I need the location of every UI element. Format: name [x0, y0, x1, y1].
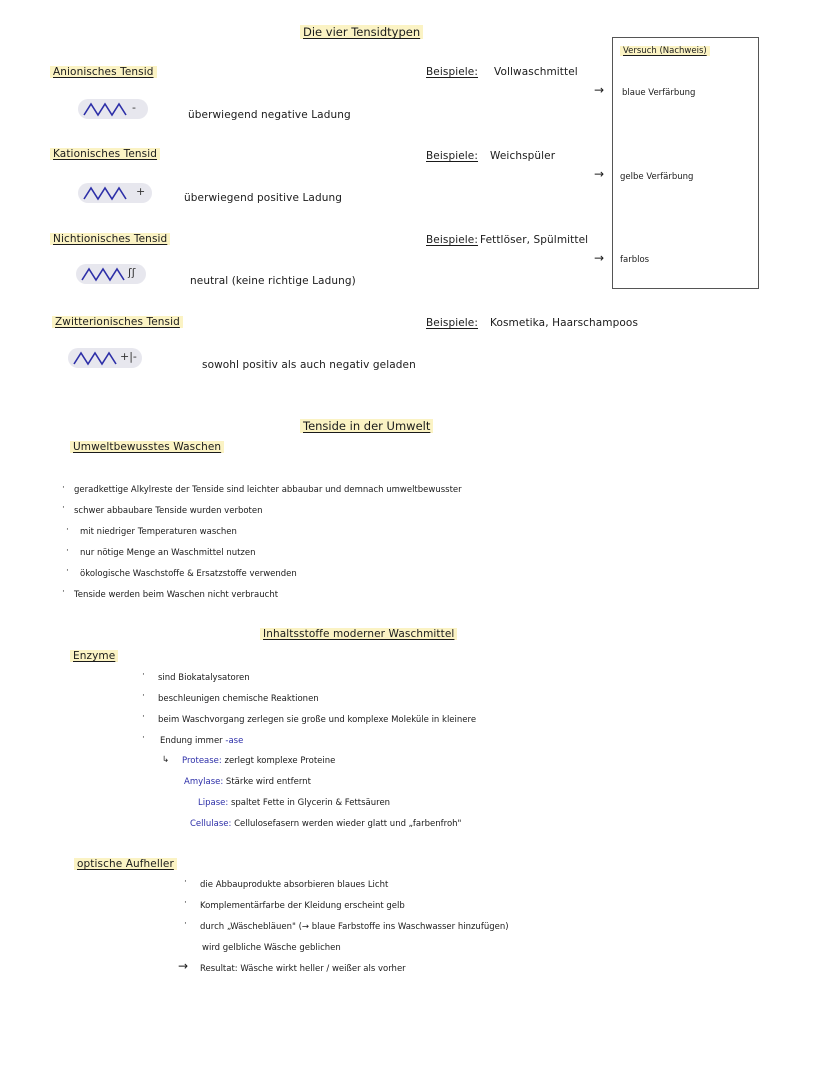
result-arrow-icon: → — [178, 959, 189, 973]
bullet-icon: · — [142, 733, 145, 743]
examples-text: Fettlöser, Spülmittel — [480, 234, 589, 246]
tensid-type-description: neutral (keine richtige Ladung) — [190, 275, 356, 287]
list-item: Tenside werden beim Waschen nicht verbraucht — [74, 590, 279, 600]
experiment-result: blaue Verfärbung — [622, 88, 696, 98]
tensid-type-name: Nichtionisches Tensid — [50, 233, 170, 245]
section-title-umwelt: Tenside in der Umwelt — [300, 419, 433, 433]
examples-label: Beispiele: — [426, 234, 479, 246]
bullet-icon: · — [62, 587, 65, 597]
list-item: nur nötige Menge an Waschmittel nutzen — [80, 548, 256, 558]
enzyme-name: Lipase: — [198, 798, 229, 808]
list-item: geradkettige Alkylreste der Tenside sind leichter abbaubar und demnach umweltbewusster — [74, 485, 462, 495]
list-item: Komplementärfarbe der Kleidung erscheint gelb — [200, 901, 405, 911]
arrow-right-icon: → — [594, 83, 605, 97]
enzyme-desc: spaltet Fette in Glycerin & Fettsäuren — [230, 798, 391, 808]
section-subtitle: Umweltbewusstes Waschen — [70, 441, 224, 453]
experiment-box — [612, 37, 759, 289]
molecule-icon — [68, 348, 142, 368]
examples-label: Beispiele: — [426, 150, 479, 162]
list-item: ökologische Waschstoffe & Ersatzstoffe verwenden — [80, 569, 297, 579]
enzyme-desc: zerlegt komplexe Proteine — [224, 756, 336, 766]
enzyme-item — [190, 819, 461, 829]
examples-label: Beispiele: — [426, 66, 479, 78]
enzyme-item — [198, 798, 390, 808]
bullet-icon: · — [184, 919, 187, 929]
examples-text: Kosmetika, Haarschampoos — [490, 317, 639, 329]
list-item: mit niedriger Temperaturen waschen — [80, 527, 237, 537]
bullet-icon: · — [66, 566, 69, 576]
examples-text: Vollwaschmittel — [494, 66, 578, 78]
section-title-tensidtypen: Die vier Tensidtypen — [300, 25, 423, 39]
ending-label: Endung immer — [160, 736, 223, 746]
tensid-type-description: überwiegend positive Ladung — [184, 192, 342, 204]
enzyme-desc: Cellulosefasern werden wieder glatt und „farbenfroh" — [234, 819, 462, 829]
charge-symbol: ʃʃ — [128, 266, 136, 279]
molecule-icon — [78, 183, 152, 203]
list-item: die Abbauprodukte absorbieren blaues Licht — [200, 880, 389, 890]
bullet-icon: · — [142, 691, 145, 701]
enzyme-name: Cellulase: — [190, 819, 232, 829]
molecule-icon — [78, 99, 148, 119]
enzyme-item — [182, 756, 335, 766]
section-title-inhaltsstoffe: Inhaltsstoffe moderner Waschmittel — [260, 628, 457, 640]
examples-label: Beispiele: — [426, 317, 479, 329]
tensid-type-name: Zwitterionisches Tensid — [52, 316, 183, 328]
ending-line — [160, 736, 243, 746]
bullet-icon: · — [66, 525, 69, 535]
list-item: schwer abbaubare Tenside wurden verboten — [74, 506, 263, 516]
bullet-icon: · — [66, 546, 69, 556]
list-item: beim Waschvorgang zerlegen sie große und komplexe Moleküle in kleinere — [158, 715, 477, 725]
tensid-type-description: sowohl positiv als auch negativ geladen — [202, 359, 416, 371]
list-item: beschleunigen chemische Reaktionen — [158, 694, 319, 704]
enzyme-heading: Enzyme — [70, 650, 118, 662]
examples-text: Weichspüler — [490, 150, 556, 162]
enzyme-item — [184, 777, 311, 787]
bullet-icon: · — [142, 670, 145, 680]
bullet-icon: · — [62, 503, 65, 513]
list-item: durch „Wäschebläuen" (→ blaue Farbstoffe ins Waschwasser hinzufügen) — [200, 922, 509, 932]
charge-symbol: - — [132, 101, 136, 114]
list-item-continuation: wird gelbliche Wäsche geblichen — [202, 943, 341, 953]
bullet-icon: · — [184, 877, 187, 887]
list-item: sind Biokatalysatoren — [158, 673, 250, 683]
sub-arrow-icon: ↳ — [162, 755, 170, 765]
arrow-right-icon: → — [594, 251, 605, 265]
enzyme-name: Protease: — [182, 756, 222, 766]
ending-suffix: -ase — [225, 736, 244, 746]
enzyme-desc: Stärke wird entfernt — [225, 777, 311, 787]
bullet-icon: · — [62, 483, 65, 493]
enzyme-name: Amylase: — [184, 777, 224, 787]
experiment-result: farblos — [620, 255, 650, 265]
arrow-right-icon: → — [594, 167, 605, 181]
brightener-heading: optische Aufheller — [74, 858, 177, 870]
tensid-type-name: Anionisches Tensid — [50, 66, 157, 78]
result-line: Resultat: Wäsche wirkt heller / weißer als vorher — [200, 964, 406, 974]
charge-symbol: + — [136, 185, 146, 198]
molecule-icon — [76, 264, 146, 284]
charge-symbol: +|- — [120, 350, 137, 363]
bullet-icon: · — [142, 712, 145, 722]
experiment-box-title: Versuch (Nachweis) — [620, 46, 710, 56]
tensid-type-description: überwiegend negative Ladung — [188, 109, 351, 121]
tensid-type-name: Kationisches Tensid — [50, 148, 160, 160]
experiment-result: gelbe Verfärbung — [620, 172, 694, 182]
bullet-icon: · — [184, 898, 187, 908]
